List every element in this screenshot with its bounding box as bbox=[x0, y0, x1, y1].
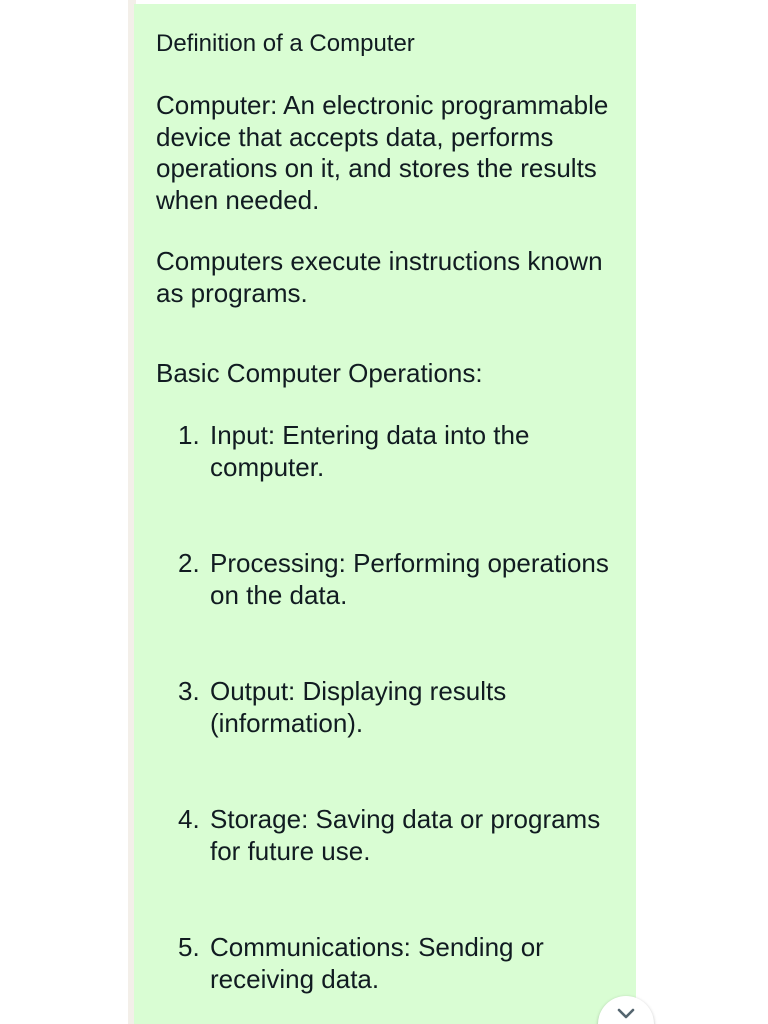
list-item-text: Output: Displaying results (information). bbox=[210, 676, 507, 738]
list-item-number: 3. bbox=[178, 676, 200, 706]
list-item-text: Communications: Sending or receiving data. bbox=[210, 932, 544, 994]
list-item bbox=[156, 419, 616, 483]
list-item-text: Storage: Saving data or programs for future use. bbox=[210, 804, 601, 866]
list-item bbox=[156, 931, 616, 995]
list-item bbox=[156, 547, 616, 611]
chevron-down-icon bbox=[617, 1008, 635, 1020]
list-item-number: 5. bbox=[178, 932, 200, 962]
list-item bbox=[156, 675, 616, 739]
programs-note: Computers execute instructions known as programs. bbox=[156, 246, 603, 308]
list-item-number: 2. bbox=[178, 548, 200, 578]
list-item-number: 1. bbox=[178, 420, 200, 450]
operations-title: Basic Computer Operations: bbox=[156, 358, 483, 388]
message-heading: Definition of a Computer bbox=[156, 30, 415, 57]
message-bubble[interactable] bbox=[134, 4, 636, 1024]
list-item bbox=[156, 803, 616, 867]
list-item-text: Processing: Performing operations on the data. bbox=[210, 548, 609, 610]
list-item-text: Input: Entering data into the computer. bbox=[210, 420, 530, 482]
definition-text: Computer: An electronic programmable device that accepts data, performs operations on it, and stores the results when needed. bbox=[156, 90, 609, 215]
operations-list bbox=[156, 419, 616, 995]
list-item-number: 4. bbox=[178, 804, 200, 834]
